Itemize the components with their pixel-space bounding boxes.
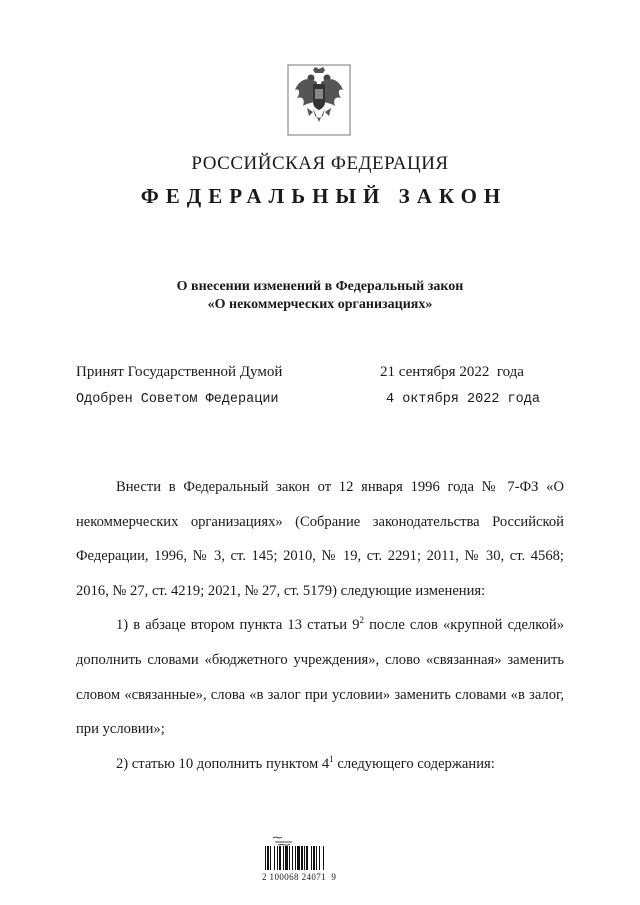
barcode-number: 2 100068 24071 9 [262,872,337,882]
amendment-item-2 [76,747,564,782]
item-1-superscript: 2 [359,615,364,626]
item-2-text-start: 2) статью 10 дополнить пунктом 4 [116,755,330,772]
item-1-text-end: после слов «крупной сделкой» дополнить словами «бюджетного учреждения», слово «связанная» заменить словом «связанные», слова «в залог при условии» заменить словами «в залог, при условии»; [76,617,565,738]
russian-coat-of-arms-icon [287,64,351,136]
law-title-line-1: О внесении изменений в Федеральный закон [176,279,464,294]
duma-adoption-date: 21 сентября 2022 года [380,364,524,380]
item-1-text-start: 1) в абзаце втором пункта 13 статьи 9 [116,617,360,634]
country-heading: РОССИЙСКАЯ ФЕДЕРАЦИЯ [191,153,449,174]
item-2-text-end: следующего содержания: [333,755,495,772]
council-approval-label: Одобрен Советом Федерации [76,392,279,407]
law-title-line-2: «О некоммерческих организациях» [207,297,433,312]
barcode-icon [264,846,338,872]
amendment-item-1 [76,608,564,746]
council-approval-date: 4 октября 2022 года [386,392,540,407]
document-type-heading: ФЕДЕРАЛЬНЫЙ ЗАКОН [140,184,508,208]
item-2-superscript: 1 [329,753,334,764]
intro-paragraph: Внести в Федеральный закон от 12 января 1996 года № 7-ФЗ «О некоммерческих организациях» (Собрание законодательства Российской Федерации, 1996, № 3, ст. 145; 2010, № 19, ст. 2291; 2011, № 30, ст. 4568; 2016, № 27, ст. 4219; 2021, № 27, ст. 5179) следующие изменения: [76,479,564,599]
duma-adoption-label: Принят Государственной Думой [76,364,283,380]
law-title [0,278,640,314]
law-body [76,470,564,781]
